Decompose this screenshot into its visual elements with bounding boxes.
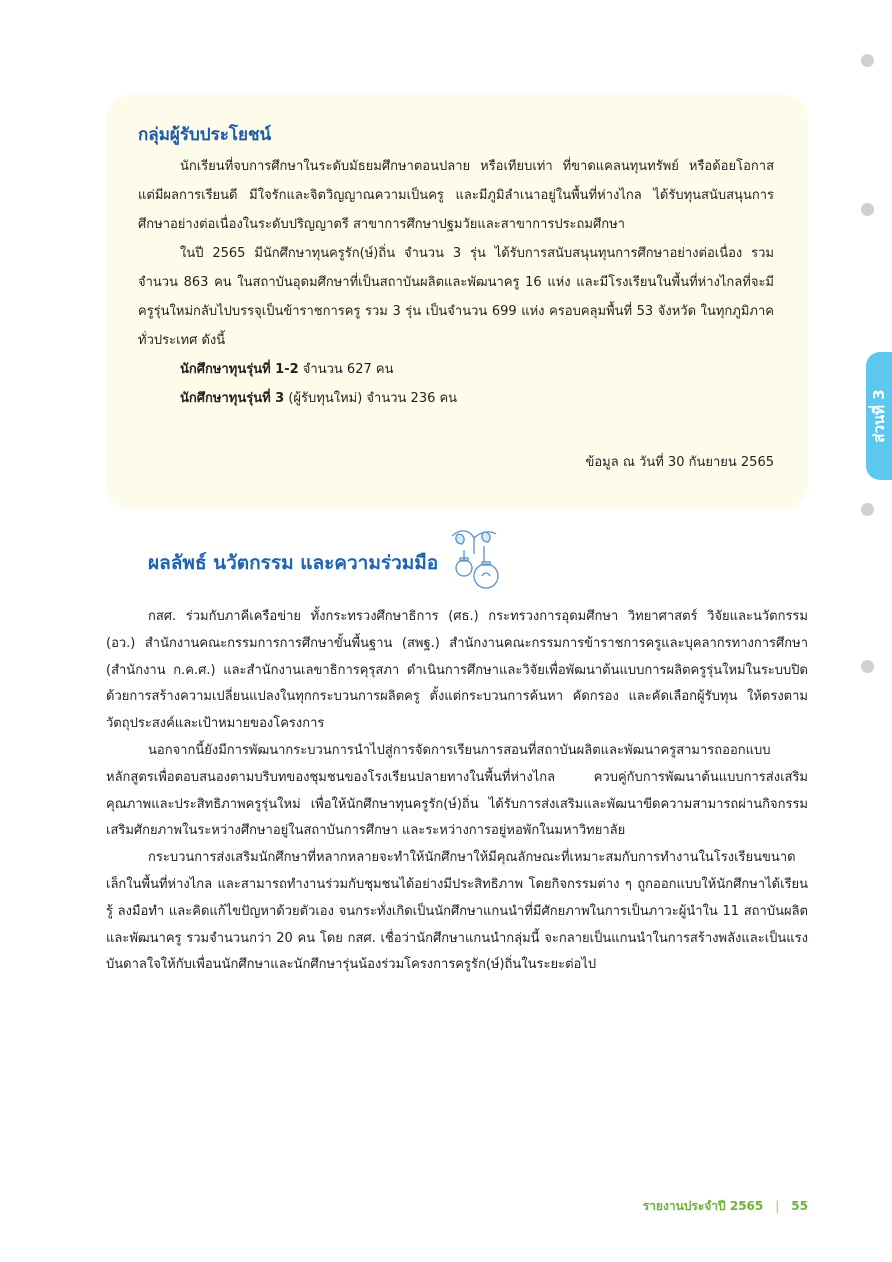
beneficiary-box [106,95,808,509]
cohort-item [180,384,774,413]
report-title: รายงานประจำปี 2565 [642,1199,764,1213]
section-heading: ผลลัพธ์ นวัตกรรม และความร่วมมือ [148,552,439,574]
beneficiary-title: กลุ่มผู้รับประโยชน์ [138,125,272,145]
cohort-item [180,355,774,384]
beneficiary-paragraph: ในปี 2565 มีนักศึกษาทุนครูรัก(ษ์)ถิ่น จำนวน 3 รุ่น ได้รับการสนับสนุนทุนการศึกษาอย่างต่อเนื่อง รวมจำนวน 863 คน ในสถาบันอุดมศึกษาที่เป็นสถาบันผลิตและพัฒนาครู 16 แห่ง และมีโรงเรียนในพื้นที่ห่างไกลที่จะมีครูรุ่นใหม่กลับไปบรรจุเป็นข้าราชการครู รวม 3 รุ่น เป็นจำนวน 699 แห่ง ครอบคลุมพื้นที่ 53 จังหวัด ในทุกภูมิภาคทั่วประเทศ ดังนี้ [138,246,774,348]
data-date: ข้อมูล ณ วันที่ 30 กันยายน 2565 [585,455,774,470]
lightbulb-plant-icon [444,524,500,594]
cohort-text: (ผู้รับทุนใหม่) จำนวน 236 คน [284,391,458,406]
body-paragraph: นอกจากนี้ยังมีการพัฒนากระบวนการนำไปสู่การจัดการเรียนการสอนที่สถาบันผลิตและพัฒนาครูสามารถออกแบบหลักสูตรเพื่อตอบสนองตามบริบทของชุมชนของโรงเรียนปลายทางในพื้นที่ห่างไกล ควบคู่กับการพัฒนาต้นแบบการส่งเสริมคุณภาพและประสิทธิภาพครูรุ่นใหม่ เพื่อให้นักศึกษาทุนครูรัก(ษ์)ถิ่น ได้รับการส่งเสริมและพัฒนาขีดความสามารถผ่านกิจกรรมเสริมศักยภาพในระหว่างศึกษาอยู่ในสถาบันการศึกษา และระหว่างการอยู่หอพักในมหาวิทยาลัย [106,742,808,839]
side-dot [861,503,874,516]
cohort-label: นักศึกษาทุนรุ่นที่ 1-2 [180,362,299,377]
cohort-label: นักศึกษาทุนรุ่นที่ 3 [180,391,285,406]
cohort-text: จำนวน 627 คน [298,362,394,377]
body-paragraph: กสศ. ร่วมกับภาคีเครือข่าย ทั้งกระทรวงศึกษาธิการ (ศธ.) กระทรวงการอุดมศึกษา วิทยาศาสตร์ วิจัยและนวัตกรรม (อว.) สำนักงานคณะกรรมการการศึกษาขั้นพื้นฐาน (สพฐ.) สำนักงานคณะกรรมการข้าราชการครูและบุคลากรทางการศึกษา (สำนักงาน ก.ค.ศ.) และสำนักงานเลขาธิการคุรุสภา ดำเนินการศึกษาและวิจัยเพื่อพัฒนาต้นแบบการผลิตครูรุ่นใหม่ในระบบปิด ด้วยการสร้างความเปลี่ยนแปลงในทุกกระบวนการผลิตครู ตั้งแต่กระบวนการค้นหา คัดกรอง และคัดเลือกผู้รับทุน ให้ตรงตามวัตถุประสงค์และเป้าหมายของโครงการ [106,609,808,732]
section-tab [866,352,892,480]
section-body [106,604,808,979]
footer-separator: | [775,1199,780,1213]
side-dot [861,660,874,673]
body-paragraph: กระบวนการส่งเสริมนักศึกษาที่หลากหลายจะทำให้นักศึกษาให้มีคุณลักษณะที่เหมาะสมกับการทำงานในโรงเรียนขนาดเล็กในพื้นที่ห่างไกล และสามารถทำงานร่วมกับชุมชนได้อย่างมีประสิทธิภาพ โดยกิจกรรมต่าง ๆ ถูกออกแบบให้นักศึกษาได้เรียนรู้ ลงมือทำ และคิดแก้ไขปัญหาด้วยตัวเอง จนกระทั่งเกิดเป็นนักศึกษาแกนนำที่มีศักยภาพในการเป็นภาวะผู้นำใน 11 สถาบันผลิตและพัฒนาครู รวมจำนวนกว่า 20 คน โดย กสศ. เชื่อว่านักศึกษาแกนนำกลุ่มนี้ จะกลายเป็นแกนนำในการสร้างพลังและเป็นแรงบันดาลใจให้กับเพื่อนนักศึกษาและนักศึกษารุ่นน้องร่วมโครงการครูรัก(ษ์)ถิ่นในระยะต่อไป [106,850,808,973]
side-dot [861,203,874,216]
section-tab-label: ส่วนที่ 3 [870,389,888,443]
page-footer [560,1197,808,1216]
beneficiary-paragraph: นักเรียนที่จบการศึกษาในระดับมัธยมศึกษาตอนปลาย หรือเทียบเท่า ที่ขาดแคลนทุนทรัพย์ หรือด้อยโอกาส แต่มีผลการเรียนดี มีใจรักและจิตวิญญาณความเป็นครู และมีภูมิลำเนาอยู่ในพื้นที่ห่างไกล ได้รับทุนสนับสนุนการศึกษาอย่างต่อเนื่องในระดับปริญญาตรี สาขาการศึกษาปฐมวัยและสาขาการประถมศึกษา [138,159,774,232]
page-number: 55 [791,1199,808,1213]
side-dot [861,54,874,67]
